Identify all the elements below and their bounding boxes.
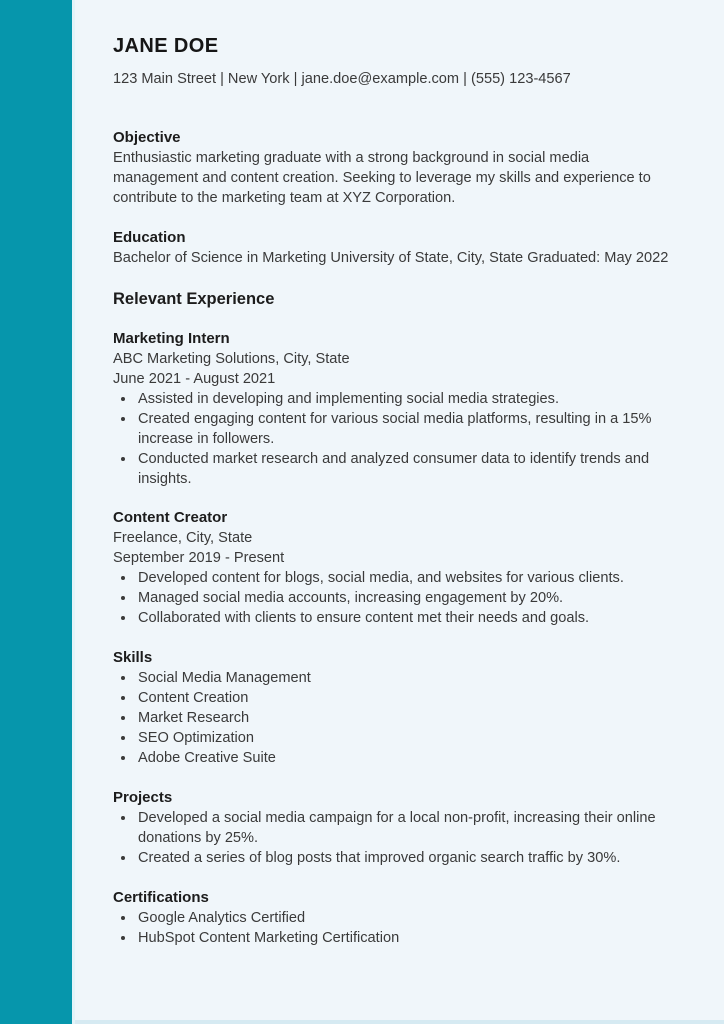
job-company: ABC Marketing Solutions, City, State — [113, 351, 350, 367]
left-accent-bar — [0, 0, 72, 1024]
projects-heading: Projects — [113, 789, 173, 806]
skill-item: • SEO Optimization — [136, 728, 673, 748]
skills-heading: Skills — [113, 649, 153, 666]
job-bullet-list — [113, 568, 673, 628]
job-bullet: • Conducted market research and analyzed consumer data to identify trends and insights. — [136, 449, 673, 489]
skill-item: • Content Creation — [136, 688, 673, 708]
job-title: Marketing Intern — [113, 330, 230, 347]
certification-item: • Google Analytics Certified — [136, 908, 673, 928]
education-heading: Education — [113, 229, 186, 246]
project-item: • Developed a social media campaign for a local non-profit, increasing their online donations by 25%. — [136, 808, 673, 848]
candidate-name: JANE DOE — [113, 35, 219, 57]
job-bullet: • Managed social media accounts, increasing engagement by 20%. — [136, 588, 673, 608]
objective-heading: Objective — [113, 129, 181, 146]
experience-heading: Relevant Experience — [113, 290, 275, 308]
accent-bar-edge — [72, 0, 75, 1024]
project-item: • Created a series of blog posts that improved organic search traffic by 30%. — [136, 848, 673, 868]
education-text: Bachelor of Science in Marketing University of State, City, State Graduated: May 2022 — [113, 250, 669, 266]
job-bullet-list — [113, 389, 673, 489]
skill-item: • Social Media Management — [136, 668, 673, 688]
skill-item: • Adobe Creative Suite — [136, 748, 673, 768]
job-dates: June 2021 - August 2021 — [113, 371, 276, 387]
certifications-heading: Certifications — [113, 889, 209, 906]
job-bullet: • Assisted in developing and implementing social media strategies. — [136, 389, 673, 409]
certification-item: • HubSpot Content Marketing Certification — [136, 928, 673, 948]
job-bullet: • Created engaging content for various social media platforms, resulting in a 15% increase in followers. — [136, 409, 673, 449]
bottom-accent-strip — [75, 1020, 724, 1024]
skill-item: • Market Research — [136, 708, 673, 728]
certifications-list — [113, 908, 673, 948]
objective-text: Enthusiastic marketing graduate with a strong background in social media management and content creation. Seeking to leverage my skills and experience to contribute to the marketing team at XYZ Corporation. — [113, 150, 651, 206]
job-dates: September 2019 - Present — [113, 550, 285, 566]
job-company: Freelance, City, State — [113, 530, 253, 546]
resume-content — [113, 0, 673, 948]
job-bullet: • Developed content for blogs, social media, and websites for various clients. — [136, 568, 673, 588]
contact-line: 123 Main Street | New York | jane.doe@example.com | (555) 123-4567 — [113, 71, 571, 87]
projects-list — [113, 808, 673, 868]
skills-list — [113, 668, 673, 768]
job-bullet: • Collaborated with clients to ensure content met their needs and goals. — [136, 608, 673, 628]
job-title: Content Creator — [113, 509, 228, 526]
